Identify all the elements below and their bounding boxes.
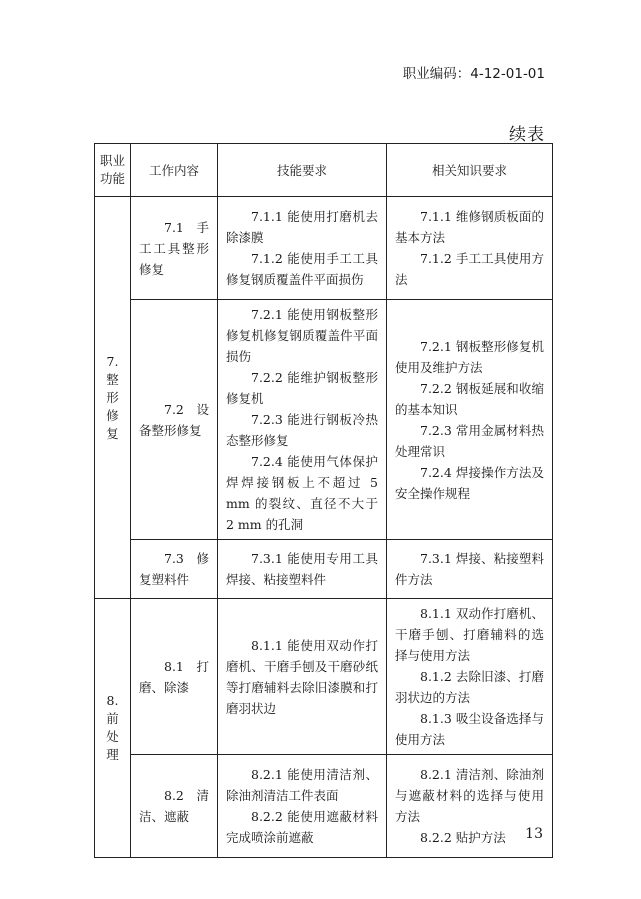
function-text-line: 7.: [106, 353, 119, 369]
skills-cell: [218, 599, 387, 755]
skill-item: 8.2.2 能使用遮蔽材料完成喷涂前遮蔽: [226, 809, 378, 845]
table-row: [95, 755, 553, 858]
page-number: 13: [525, 826, 543, 842]
knowledge-cell: [387, 755, 553, 858]
header-skills: 技能要求: [218, 144, 387, 197]
header-function-line-2: 功能: [99, 171, 125, 186]
header-work-content: 工作内容: [131, 144, 218, 197]
function-text-line: 修: [106, 407, 119, 423]
content-text: 8.2 清洁、遮蔽: [139, 788, 209, 824]
knowledge-item: 8.2.2 贴护方法: [420, 830, 506, 845]
function-text-line: 前: [106, 711, 119, 726]
knowledge-item: 8.1.1 双动作打磨机、干磨手刨、打磨辅料的选择与使用方法: [395, 606, 544, 663]
function-cell-7: [95, 197, 131, 599]
function-text: [96, 353, 129, 443]
skills-cell: [218, 197, 387, 300]
function-text-line: 理: [106, 747, 119, 762]
function-text-line: 形: [106, 389, 119, 405]
table-row: [95, 300, 553, 540]
table-row: [95, 599, 553, 755]
content-text: 7.3 修复塑料件: [139, 551, 209, 587]
function-cell-8: [95, 599, 131, 858]
skill-item: 7.1.1 能使用打磨机去除漆膜: [226, 209, 378, 245]
content-cell: [131, 300, 218, 540]
knowledge-item: 7.2.2 钢板延展和收缩的基本知识: [395, 380, 544, 417]
skill-item: 8.2.1 能使用清洁剂、除油剂清洁工件表面: [226, 767, 378, 803]
skill-item: 8.1.1 能使用双动作打磨机、干磨手刨及干磨砂纸等打磨辅料去除旧漆膜和打磨羽状边: [226, 637, 378, 716]
skill-item: 7.2.1 能使用钢板整形修复机修复钢质覆盖件平面损伤: [226, 307, 378, 364]
knowledge-cell: [387, 300, 553, 540]
content-cell: [131, 540, 218, 599]
content-text: 8.1 打磨、除漆: [139, 658, 209, 695]
content-cell: [131, 755, 218, 858]
table-header-row: [95, 144, 553, 197]
skills-table: [94, 143, 553, 858]
continuation-label: 续表: [509, 125, 545, 145]
occupation-code: 职业编码：4-12-01-01: [402, 66, 545, 82]
content-text: 7.1 手工工具整形修复: [139, 219, 209, 277]
content-text: 7.2 设备整形修复: [139, 401, 209, 438]
skills-cell: [218, 540, 387, 599]
knowledge-cell: [387, 197, 553, 300]
knowledge-item: 7.1.1 维修钢质板面的基本方法: [395, 209, 544, 245]
skill-item: 7.3.1 能使用专用工具焊接、粘接塑料件: [226, 551, 378, 587]
function-text: [96, 692, 129, 764]
table-row: [95, 540, 553, 599]
skill-item: 7.1.2 能使用手工工具修复钢质覆盖件平面损伤: [226, 251, 378, 287]
knowledge-item: 7.3.1 焊接、粘接塑料件方法: [395, 551, 544, 587]
header-function: [95, 144, 131, 197]
function-text-line: 处: [106, 729, 119, 744]
skills-cell: [218, 300, 387, 540]
skills-cell: [218, 755, 387, 858]
content-cell: [131, 197, 218, 300]
knowledge-item: 7.2.3 常用金属材料热处理常识: [395, 422, 544, 459]
function-text-line: 整: [106, 371, 119, 387]
knowledge-item: 7.2.1 钢板整形修复机使用及维护方法: [395, 338, 544, 375]
knowledge-item: 7.1.2 手工工具使用方法: [395, 251, 544, 287]
knowledge-item: 8.1.3 吸尘设备选择与使用方法: [395, 711, 544, 747]
skill-item: 7.2.4 能使用气体保护焊焊接钢板上不超过 5 mm 的裂纹、直径不大于 2 mm 的孔洞: [226, 454, 378, 532]
knowledge-item: 7.2.4 焊接操作方法及安全操作规程: [395, 464, 544, 501]
knowledge-item: 8.2.1 清洁剂、除油剂与遮蔽材料的选择与使用方法: [395, 767, 544, 824]
knowledge-cell: [387, 540, 553, 599]
knowledge-cell: [387, 599, 553, 755]
skill-item: 7.2.2 能维护钢板整形修复机: [226, 370, 378, 406]
table-row: [95, 197, 553, 300]
skill-item: 7.2.3 能进行钢板冷热态整形修复: [226, 412, 378, 448]
knowledge-item: 8.1.2 去除旧漆、打磨羽状边的方法: [395, 669, 544, 705]
content-cell: [131, 599, 218, 755]
header-knowledge: 相关知识要求: [387, 144, 553, 197]
function-text-line: 8.: [106, 693, 119, 708]
function-text-line: 复: [106, 425, 119, 441]
header-function-line-1: 职业: [99, 153, 125, 168]
